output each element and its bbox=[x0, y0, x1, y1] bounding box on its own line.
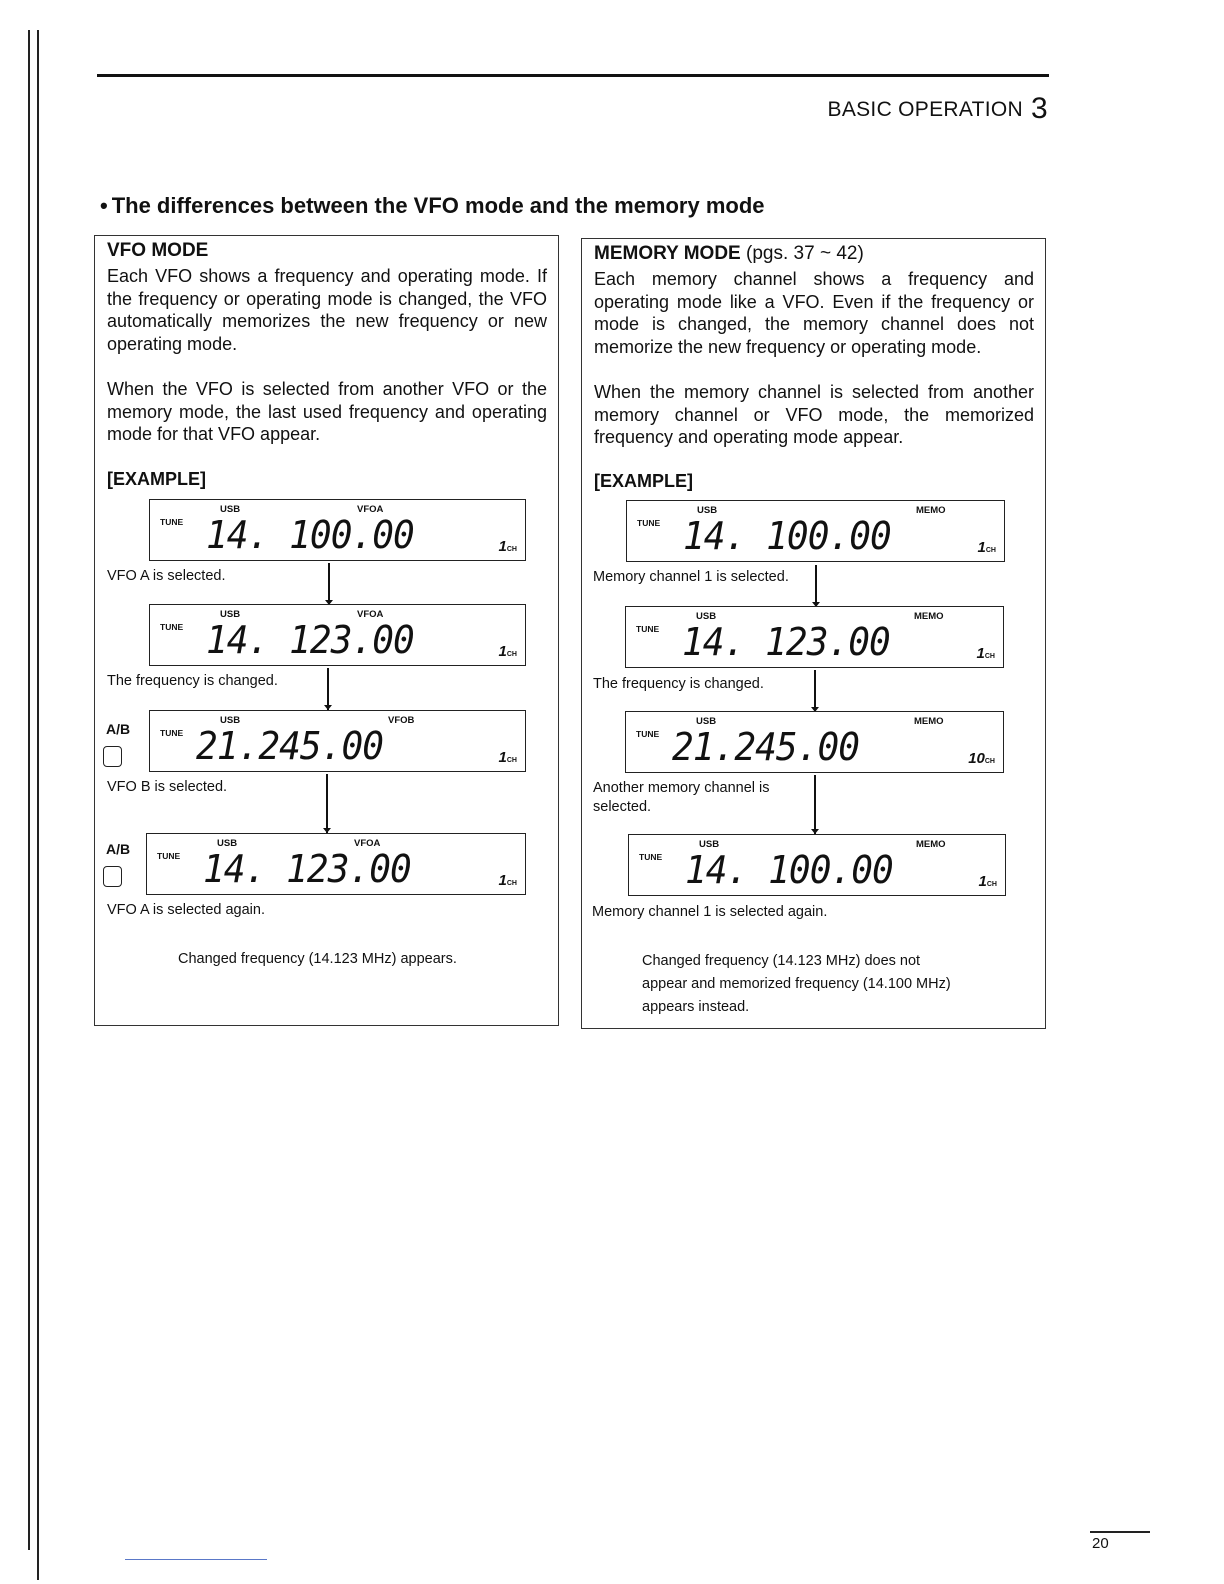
memo-indicator: MEMO bbox=[916, 505, 946, 516]
mode-indicator: USB bbox=[697, 505, 718, 516]
frequency-readout: 14. 123.00 bbox=[203, 847, 411, 891]
mode-indicator: USB bbox=[696, 716, 717, 727]
ab-key-icon bbox=[103, 746, 122, 767]
binding-line-right bbox=[37, 30, 39, 1580]
header-rule bbox=[97, 74, 1049, 77]
memory-caption-3 bbox=[593, 779, 770, 817]
tune-indicator: TUNE bbox=[637, 518, 661, 528]
memory-display-4 bbox=[628, 834, 1006, 896]
channel-indicator: 1CH bbox=[498, 643, 517, 660]
memory-caption-1: Memory channel 1 is selected. bbox=[593, 569, 789, 585]
page-number: 20 bbox=[1092, 1535, 1109, 1552]
vfo-example-label: [EXAMPLE] bbox=[107, 469, 206, 489]
memory-caption-2: The frequency is changed. bbox=[593, 676, 764, 692]
vfo-result-note: Changed frequency (14.123 MHz) appears. bbox=[178, 951, 457, 967]
tune-indicator: TUNE bbox=[157, 851, 181, 861]
memory-note-line-2: appear and memorized frequency (14.100 MHz) bbox=[642, 976, 951, 992]
vfo-paragraph-2: When the VFO is selected from another VFO or the memory mode, the last used frequency and operating mode for that VFO appear. bbox=[107, 379, 547, 444]
chapter-number: 3 bbox=[1031, 92, 1048, 125]
memory-paragraph-1: Each memory channel shows a frequency and operating mode like a VFO. Even if the frequency or mode is changed, the memory channel does not memorize the new frequency or operating mode. bbox=[594, 269, 1034, 357]
memory-caption-4: Memory channel 1 is selected again. bbox=[592, 904, 828, 920]
vfo-display-1 bbox=[149, 499, 526, 561]
vfo-caption-1: VFO A is selected. bbox=[107, 568, 226, 584]
channel-indicator: 1CH bbox=[498, 749, 517, 766]
frequency-readout: 14. 123.00 bbox=[206, 618, 414, 662]
memory-caption-3-line-2: selected. bbox=[593, 799, 652, 815]
memo-indicator: MEMO bbox=[914, 716, 944, 727]
memory-paragraph-2: When the memory channel is selected from another memory channel or VFO mode, the memorized frequency and operating mode appear. bbox=[594, 382, 1034, 447]
frequency-readout: 14. 100.00 bbox=[683, 514, 891, 558]
channel-indicator: 1CH bbox=[978, 873, 997, 890]
footer-underline bbox=[125, 1559, 267, 1560]
memory-note-line-3: appears instead. bbox=[642, 999, 750, 1015]
frequency-readout: 14. 100.00 bbox=[685, 848, 893, 892]
vfo-indicator: VFOA bbox=[357, 609, 384, 620]
memory-result-note bbox=[642, 950, 951, 1019]
vfo-indicator: VFOB bbox=[388, 715, 415, 726]
heading-text: The differences between the VFO mode and the memory mode bbox=[111, 193, 765, 218]
mode-indicator: USB bbox=[220, 609, 241, 620]
memory-display-2 bbox=[625, 606, 1004, 668]
page-number-rule bbox=[1090, 1531, 1150, 1533]
mode-indicator: USB bbox=[217, 838, 238, 849]
memo-indicator: MEMO bbox=[914, 611, 944, 622]
ab-key-label: A/B bbox=[106, 841, 131, 857]
binding-line-left bbox=[28, 30, 30, 1550]
tune-indicator: TUNE bbox=[636, 729, 660, 739]
mode-indicator: USB bbox=[220, 504, 241, 515]
frequency-readout: 14. 123.00 bbox=[682, 620, 890, 664]
vfo-caption-4: VFO A is selected again. bbox=[107, 902, 265, 918]
tune-indicator: TUNE bbox=[160, 728, 184, 738]
vfo-display-3 bbox=[149, 710, 526, 772]
memory-note-line-1: Changed frequency (14.123 MHz) does not bbox=[642, 953, 921, 969]
section-title: BASIC OPERATION bbox=[827, 98, 1023, 121]
mode-indicator: USB bbox=[220, 715, 241, 726]
memory-example-label: [EXAMPLE] bbox=[594, 471, 693, 491]
ab-key-label: A/B bbox=[106, 721, 131, 737]
flow-arrow bbox=[327, 668, 329, 710]
memo-indicator: MEMO bbox=[916, 839, 946, 850]
vfo-display-2 bbox=[149, 604, 526, 666]
flow-arrow bbox=[815, 565, 817, 607]
frequency-readout: 21.245.00 bbox=[672, 725, 860, 769]
flow-arrow bbox=[814, 775, 816, 834]
tune-indicator: TUNE bbox=[636, 624, 660, 634]
page-heading bbox=[100, 193, 765, 219]
tune-indicator: TUNE bbox=[160, 622, 184, 632]
memory-display-1 bbox=[626, 500, 1005, 562]
flow-arrow bbox=[328, 563, 330, 605]
vfo-indicator: VFOA bbox=[357, 504, 384, 515]
channel-indicator: 1CH bbox=[498, 872, 517, 889]
frequency-readout: 21.245.00 bbox=[196, 724, 384, 768]
vfo-caption-2: The frequency is changed. bbox=[107, 673, 278, 689]
vfo-panel-title: VFO MODE bbox=[107, 240, 209, 261]
vfo-paragraph-1: Each VFO shows a frequency and operating mode. If the frequency or operating mode is changed, the VFO automatically memorizes the new frequency or new operating mode. bbox=[107, 266, 547, 354]
tune-indicator: TUNE bbox=[160, 517, 184, 527]
memory-panel-title: MEMORY MODE (pgs. 37 ~ 42) bbox=[594, 243, 864, 264]
memory-display-3 bbox=[625, 711, 1004, 773]
memory-caption-3-line-1: Another memory channel is bbox=[593, 780, 770, 796]
tune-indicator: TUNE bbox=[639, 852, 663, 862]
frequency-readout: 14. 100.00 bbox=[206, 513, 414, 557]
flow-arrow bbox=[814, 670, 816, 712]
mode-indicator: USB bbox=[696, 611, 717, 622]
flow-arrow bbox=[326, 774, 328, 833]
channel-indicator: 1CH bbox=[976, 645, 995, 662]
vfo-indicator: VFOA bbox=[354, 838, 381, 849]
section-header bbox=[828, 92, 1048, 126]
mode-indicator: USB bbox=[699, 839, 720, 850]
heading-bullet: • bbox=[100, 193, 108, 218]
vfo-caption-3: VFO B is selected. bbox=[107, 779, 228, 795]
channel-indicator: 10CH bbox=[968, 750, 995, 767]
channel-indicator: 1CH bbox=[977, 539, 996, 556]
channel-indicator: 1CH bbox=[498, 538, 517, 555]
ab-key-icon bbox=[103, 866, 122, 887]
vfo-display-4 bbox=[146, 833, 526, 895]
